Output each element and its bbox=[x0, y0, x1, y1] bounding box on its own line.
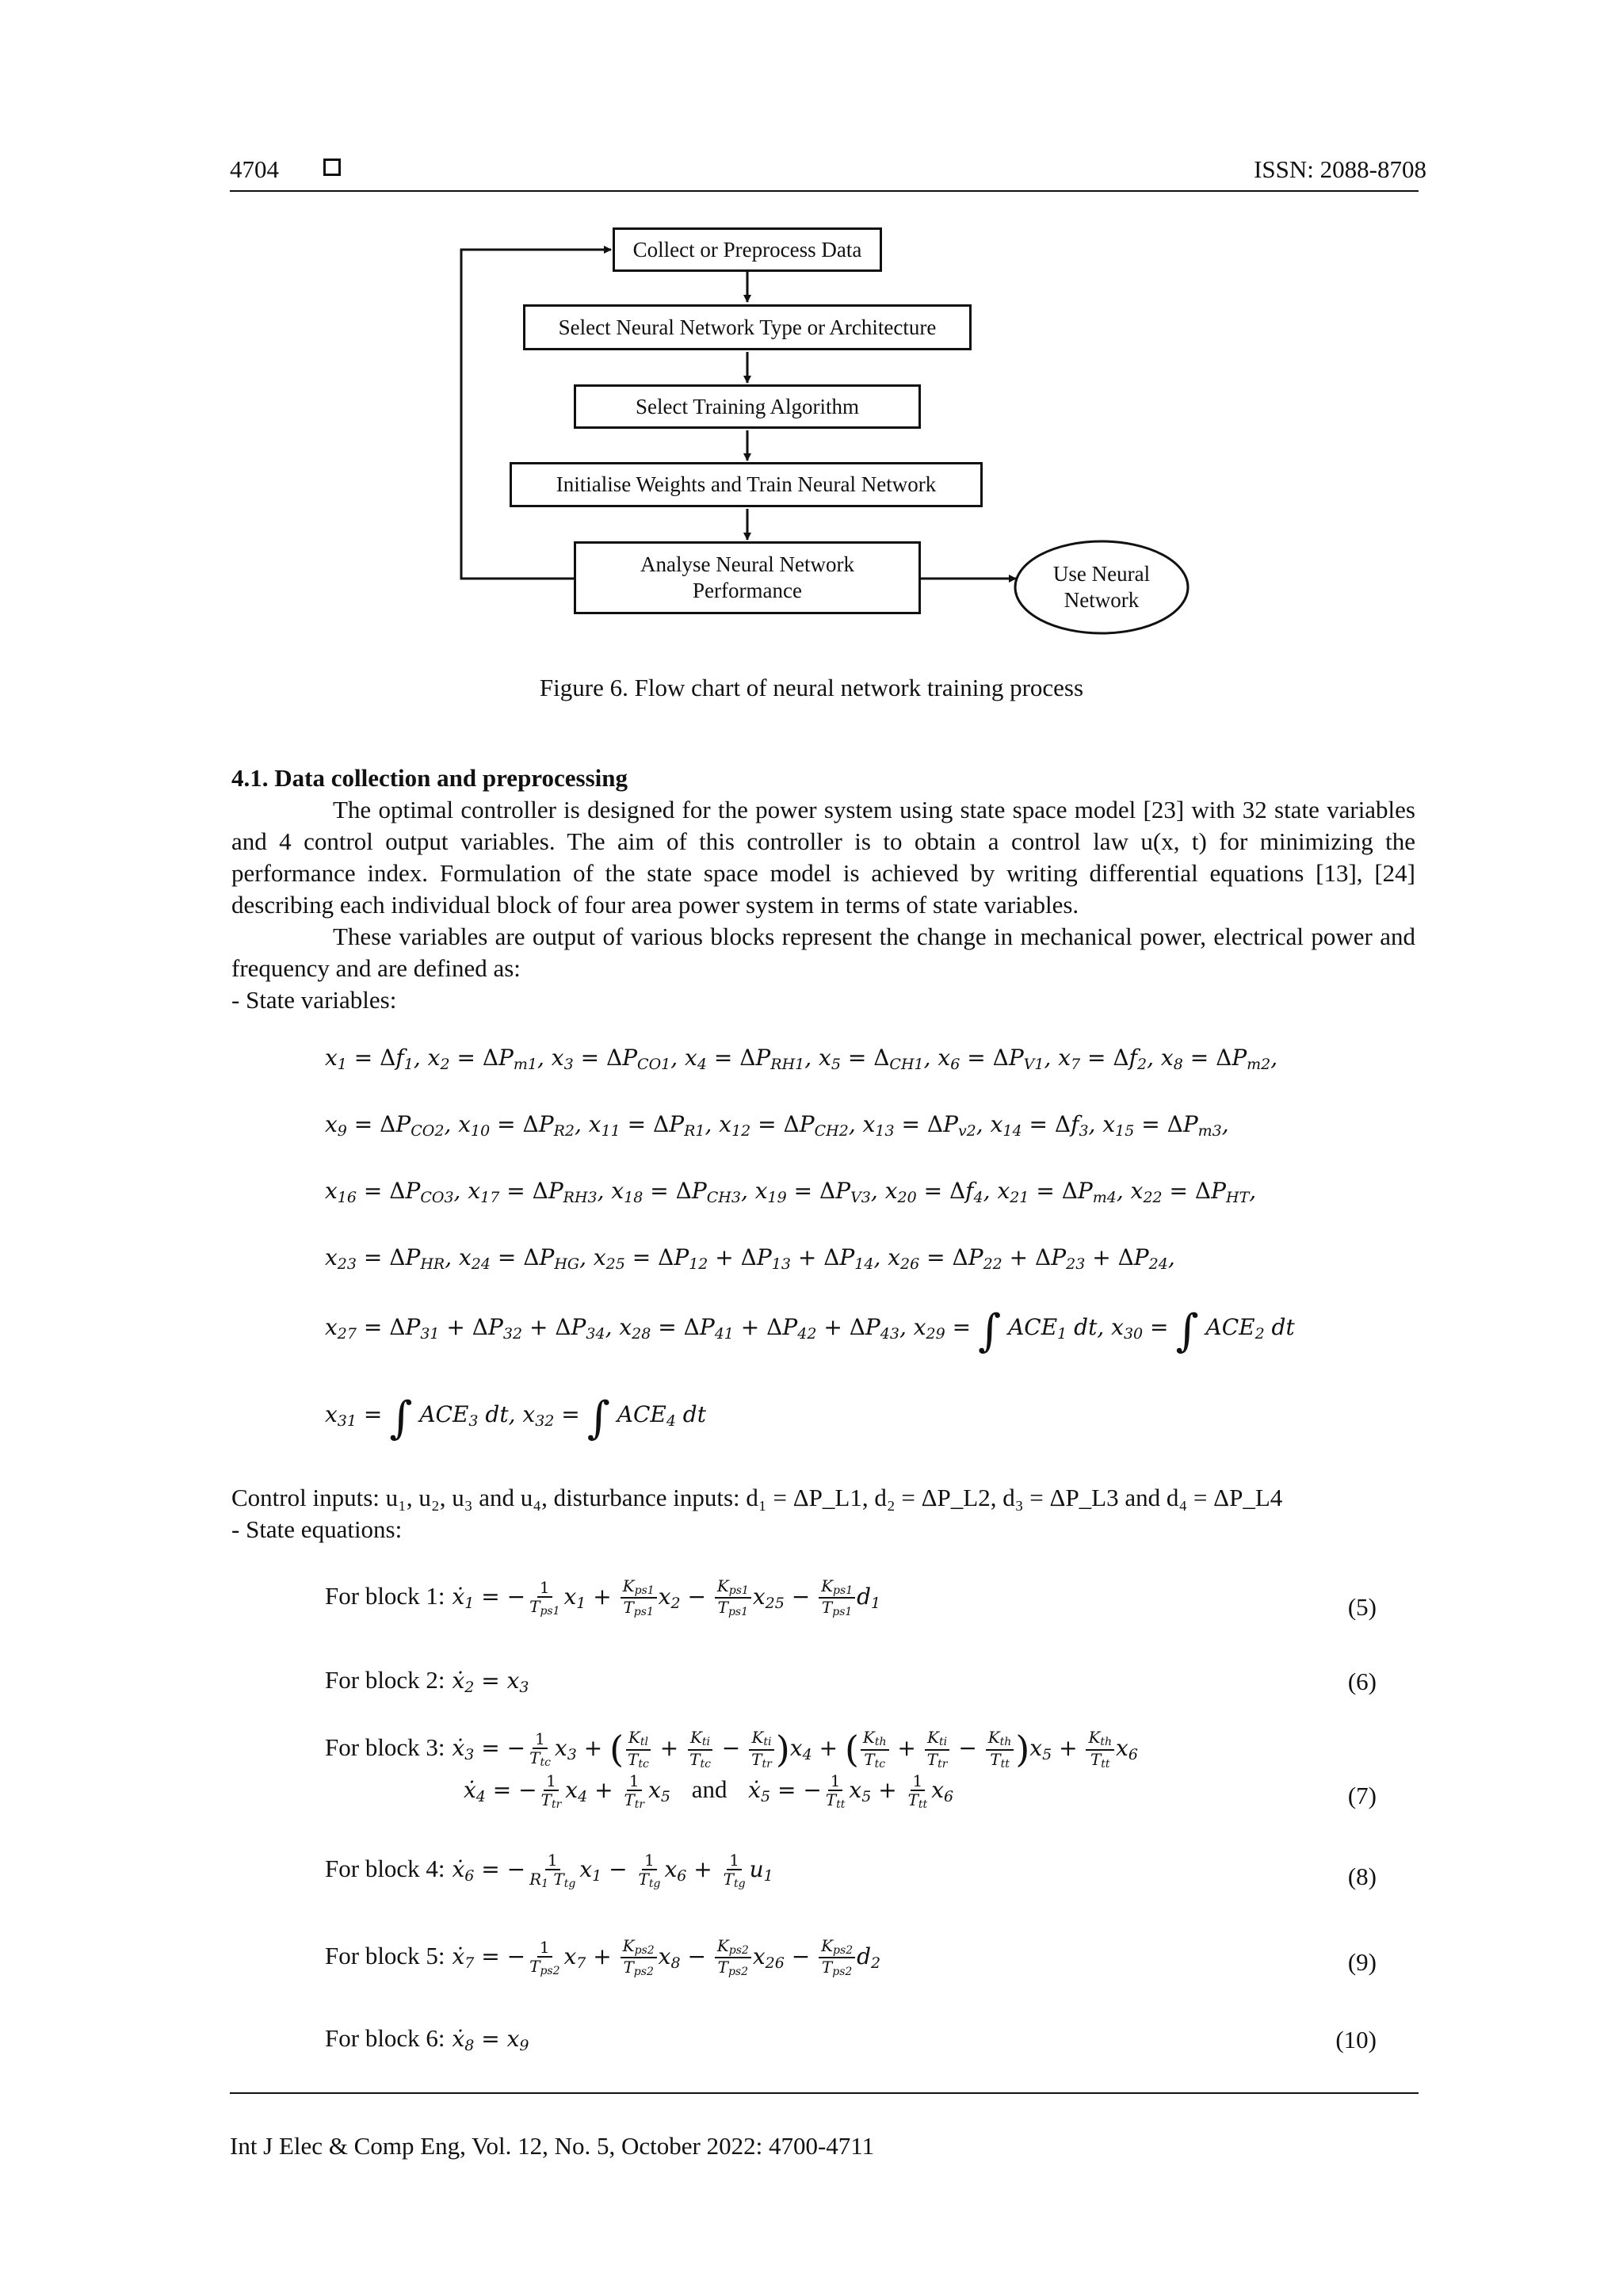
equation-number-5: (5) bbox=[1347, 1593, 1377, 1621]
equation-number-6: (6) bbox=[1347, 1668, 1377, 1695]
section-body bbox=[231, 762, 1415, 1016]
and-word: and bbox=[691, 1775, 727, 1804]
flow-step-collect: Collect or Preprocess Data bbox=[613, 227, 882, 272]
flow-step-select-type: Select Neural Network Type or Architecture bbox=[523, 304, 972, 350]
issn: ISSN: 2088-8708 bbox=[1254, 155, 1426, 183]
flow-step-train: Initialise Weights and Train Neural Network bbox=[510, 462, 983, 507]
control-inputs-line: Control inputs: u₁, u₂, u₃ and u₄, disturbance inputs: d₁ = ΔP_L1, d₂ = ΔP_L2, d₃ = ΔP_L3 and d₄ = ΔP_L4 bbox=[231, 1484, 1283, 1511]
bullet-state-variables: - State variables: bbox=[231, 986, 397, 1014]
equation-10: For block 6: ẋ$_8$ = $x_9$ bbox=[325, 2024, 529, 2054]
footer-rule bbox=[230, 2092, 1419, 2094]
state-var-line-5: $x_{27} = \Delta P_{31} + \Delta P_{32} + \Delta P_{34}$, $x_{28} = \Delta P_{41} + \Delta P_{42} + \Delta P_{43}$, $x_{29}$ = ∫ $ACE_1$ dt, $x_{30}$ = ∫ $ACE_2$ dt bbox=[325, 1305, 1295, 1357]
state-var-line-1: $x_1 = \Delta f_1$, $x_2 = \Delta P_{m1}$, $x_3 = \Delta P_{CO1}$, $x_4 = \Delta P_{RH1}$, $x_5 = \Delta_{CH1}$, $x_6 = \Delta P_{V1}$, $x_7 = \Delta f_2$, $x_8 = \Delta P_{m2}$, bbox=[325, 1045, 1278, 1073]
equation-number-8: (8) bbox=[1347, 1862, 1377, 1890]
state-var-line-3: $x_{16} = \Delta P_{CO3}$, $x_{17} = \Delta P_{RH3}$, $x_{18} = \Delta P_{CH3}$, $x_{19} = \Delta P_{V3}$, $x_{20} = \Delta f_4$, $x_{21} = \Delta P_{m4}$, $x_{22} = \Delta P_{HT}$, bbox=[325, 1178, 1257, 1206]
state-var-line-2: $x_9 = \Delta P_{CO2}$, $x_{10} = \Delta P_{R2}$, $x_{11} = \Delta P_{R1}$, $x_{12} = \Delta P_{CH2}$, $x_{13} = \Delta P_{v2}$, $x_{14} = \Delta f_3$, $x_{15} = \Delta P_{m3}$, bbox=[325, 1111, 1229, 1140]
control-inputs-block bbox=[231, 1482, 1415, 1545]
footer-citation: Int J Elec & Comp Eng, Vol. 12, No. 5, October 2022: 4700-4711 bbox=[230, 2132, 875, 2160]
section-heading: 4.1. Data collection and preprocessing bbox=[231, 764, 628, 792]
equation-5: For block 1: ẋ$_1$ = − 1 $T_{ps1}$ $x_1$ + $K_{ps1}$ $T_{ps1}$ $x_2$ − $K_{ps1}$ $T_{ps1}$ $x_{25}$ − $K_{ps1}$ $T_{ps1}$ $d_1$ bbox=[325, 1576, 881, 1619]
block-2-label: For block 2: bbox=[325, 1666, 445, 1694]
page-number: 4704 bbox=[230, 155, 279, 183]
bullet-state-equations: - State equations: bbox=[231, 1515, 403, 1543]
equation-9: For block 5: ẋ$_7$ = − 1 $T_{ps2}$ $x_7$ + $K_{ps2}$ $T_{ps2}$ $x_8$ − $K_{ps2}$ $T_{ps2}$ $x_{26}$ − $K_{ps2}$ $T_{ps2}$ $d_2$ bbox=[325, 1936, 881, 1979]
paragraph-2: These variables are output of various blocks represent the change in mechanical power, electrical power and frequency and are defined as: bbox=[231, 923, 1415, 982]
flowchart bbox=[0, 0, 1623, 666]
block-5-label: For block 5: bbox=[325, 1941, 445, 1969]
block-1-label: For block 1: bbox=[325, 1581, 445, 1610]
equation-7b: ẋ$_4$ = − 1 $T_{tr}$ $x_4$ + 1 $T_{tr}$ $x_5$ and ẋ$_5$ = − 1 $T_{tt}$ $x_5$ + 1 $T_{tt}$ $x_6$ bbox=[464, 1771, 954, 1811]
equation-7a: For block 3: ẋ$_3$ = − 1 $T_{tc}$ $x_3$ + ( $K_{tl}$ $T_{tc}$ + $K_{ti}$ $T_{tc}$ − $K_{ti}$ $T_{tr}$ )$x_4$ + ( $K_{th}$ $T_{tc}$ + $K_{ti}$ $T_{tr}$ − $K_{th}$ $T_{tt}$ )$x_5$ + $K_{th}$ $T_{tt}$ $x_6$ bbox=[325, 1728, 1138, 1771]
block-4-label: For block 4: bbox=[325, 1855, 445, 1883]
block-3-label: For block 3: bbox=[325, 1733, 445, 1761]
flow-step-analyse: Analyse Neural Network Performance bbox=[574, 541, 921, 614]
equation-6: For block 2: ẋ$_2$ = $x_3$ bbox=[325, 1666, 529, 1696]
paragraph-1: The optimal controller is designed for the power system using state space model [23] with 32 state variables and 4 control output variables. The aim of this controller is to obtain a control law u(x, t) for minimizing the performance index. Formulation of the state space model is achieved by writing differential equations [13], [24] describing each individual block of four area power system in terms of state variables. bbox=[231, 796, 1415, 919]
state-var-line-6: $x_{31}$ = ∫ $ACE_3$ dt, $x_{32}$ = ∫ $ACE_4$ dt bbox=[325, 1392, 706, 1444]
state-var-line-4: $x_{23} = \Delta P_{HR}$, $x_{24} = \Delta P_{HG}$, $x_{25} = \Delta P_{12} + \Delta P_{13} + \Delta P_{14}$, $x_{26} = \Delta P_{22} + \Delta P_{23} + \Delta P_{24}$, bbox=[325, 1244, 1175, 1273]
block-6-label: For block 6: bbox=[325, 2024, 445, 2052]
equation-number-9: (9) bbox=[1347, 1948, 1377, 1976]
equation-8: For block 4: ẋ$_6$ = − 1 $R_1$ $T_{tg}$ $x_1$ − 1 $T_{tg}$ $x_6$ + 1 $T_{tg}$ $u_1$ bbox=[325, 1851, 773, 1890]
flow-step-select-algorithm: Select Training Algorithm bbox=[574, 384, 921, 429]
equation-number-10: (10) bbox=[1335, 2026, 1377, 2053]
flow-end-use-network: Use Neural Network bbox=[1052, 562, 1151, 612]
equation-number-7: (7) bbox=[1347, 1782, 1377, 1809]
figure-caption: Figure 6. Flow chart of neural network training process bbox=[539, 674, 1084, 701]
